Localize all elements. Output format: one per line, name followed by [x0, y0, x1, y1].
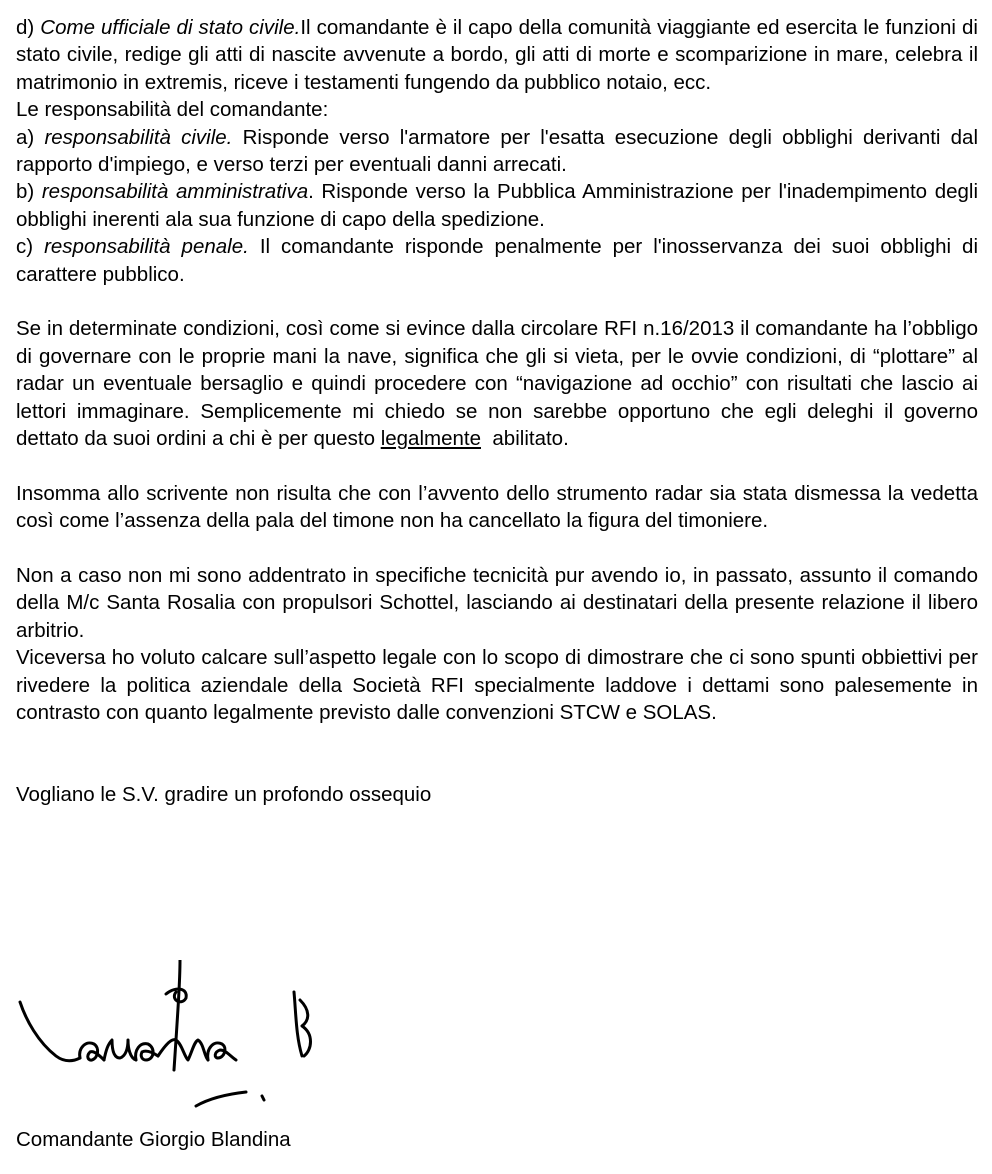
handwritten-signature	[16, 960, 336, 1120]
paragraph-civil-responsibility	[16, 124, 978, 179]
paragraph-civil-status-officer	[16, 14, 978, 96]
letter-body	[16, 14, 978, 809]
paragraph-santa-rosalia: Non a caso non mi sono addentrato in specifiche tecnicità pur avendo io, in passato, assunto il comando della M/c Santa Rosalia con propulsori Schottel, lasciando ai destinatari della presente relazione il libero arbitrio.	[16, 564, 978, 642]
paragraph-radar-lookout: Insomma allo scrivente non risulta che con l’avvento dello strumento radar sia stata dismessa la vedetta così come l’assenza della pala del timone non ha cancellato la figura del timoniere.	[16, 481, 978, 533]
item-label: b)	[16, 180, 35, 204]
item-label: a)	[16, 125, 35, 149]
paragraph-administrative-responsibility	[16, 178, 978, 233]
paragraph-spacer	[16, 288, 978, 315]
item-text: Il comandante è il capo della comunità viaggiante ed esercita le funzioni di stato civile, redige gli atti di nascite avvenute a bordo, gli atti di morte e scomparizione in mare, celebra il matrimonio in extremis, riceve i testamenti fungendo da pubblico notaio, ecc.	[16, 16, 978, 94]
paragraph-responsibilities-intro: Le responsabilità del comandante:	[16, 98, 329, 122]
closing-salutation: Vogliano le S.V. gradire un profondo ossequio	[16, 783, 432, 807]
item-text: Risponde verso l'armatore per l'esatta esecuzione degli obblighi derivanti dal rapporto d'impiego, e verso terzi per eventuali danni arrecati.	[16, 125, 979, 177]
paragraph-spacer	[16, 727, 978, 782]
item-text: Il comandante risponde penalmente per l'inosservanza dei suoi obblighi di carattere pubblico.	[16, 235, 978, 286]
paragraph-rfi-circular	[16, 315, 978, 452]
item-title: Come ufficiale di stato civile.	[40, 16, 301, 39]
paragraph-legal-aspect: Viceversa ho voluto calcare sull’aspetto legale con lo scopo di dimostrare che ci sono spunti obbiettivi per rivedere la politica aziendale della Società RFI specialmente laddove i dettami sono palesemente in contrasto con quanto legalmente previsto dalle convenzioni STCW e SOLAS.	[16, 646, 978, 725]
item-title: responsabilità amministrativa	[41, 180, 309, 204]
paragraph-text-end: abilitato.	[492, 427, 569, 451]
signer-name: Comandante Giorgio Blandina	[16, 1128, 291, 1151]
item-title: responsabilità penale.	[44, 235, 249, 259]
paragraph-penal-responsibility	[16, 233, 978, 288]
paragraph-spacer	[16, 452, 978, 479]
item-text: . Risponde verso la Pubblica Amministrazione per l'inadempimento degli obblighi inerenti ala sua funzione di capo della spedizione.	[16, 180, 979, 231]
item-label: d)	[16, 16, 35, 39]
item-title: responsabilità civile.	[44, 125, 233, 149]
paragraph-text: Se in determinate condizioni, così come si evince dalla circolare RFI n.16/2013 il comandante ha l’obbligo di governare con le proprie mani la nave, significa che gli si vieta, per le ovvie condizioni, di “plottare” al radar un eventuale bersaglio e quindi procedere con “navigazione ad occhio” con risultati che lascio ai lettori immaginare. Semplicemente mi chiedo se non sarebbe opportuno che egli deleghi il governo dettato da suoi ordini a chi è per questo	[16, 317, 978, 451]
paragraph-spacer	[16, 535, 978, 562]
item-label: c)	[16, 235, 34, 259]
underlined-word: legalmente	[380, 427, 481, 451]
